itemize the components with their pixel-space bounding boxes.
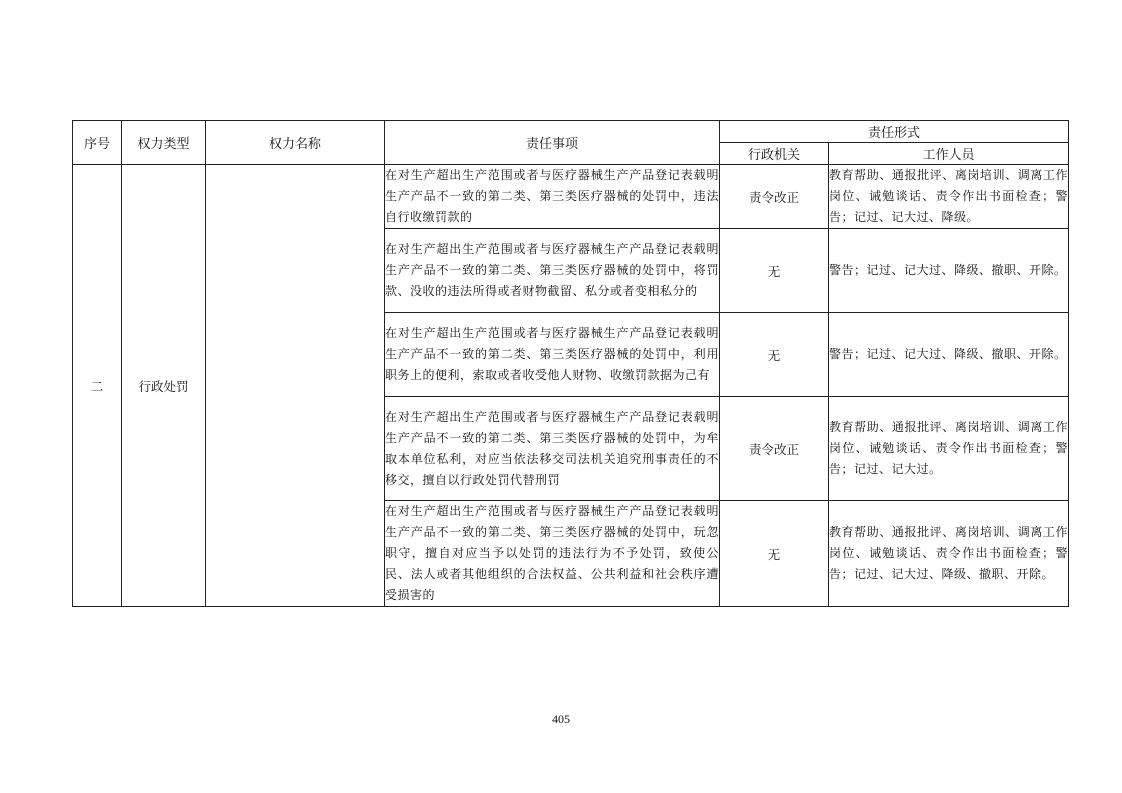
staff-cell: 教育帮助、通报批评、离岗培训、调离工作岗位、诫勉谈话、责令作出书面检查；警告；记过、记大过、降级。 [829,165,1069,229]
matter-cell: 在对生产超出生产范围或者与医疗器械生产产品登记表载明生产产品不一致的第二类、第三类医疗器械的处罚中，玩忽职守，擅自对应当予以处罚的违法行为不予处罚，致使公民、法人或者其他组织的合法权益、公共利益和社会秩序遭受损害的 [385,501,720,607]
power-type-cell: 行政处罚 [122,165,206,607]
agency-cell: 责令改正 [720,397,829,501]
agency-cell: 无 [720,313,829,397]
matter-cell: 在对生产超出生产范围或者与医疗器械生产产品登记表载明生产产品不一致的第二类、第三类医疗器械的处罚中，为牟取本单位私利，对应当依法移交司法机关追究刑事责任的不移交，擅自以行政处罚代替刑罚 [385,397,720,501]
agency-cell: 无 [720,501,829,607]
matter-cell: 在对生产超出生产范围或者与医疗器械生产产品登记表载明生产产品不一致的第二类、第三类医疗器械的处罚中，利用职务上的便利，索取或者收受他人财物、收缴罚款据为己有 [385,313,720,397]
responsibility-table [72,120,1069,607]
header-power-name: 权力名称 [206,121,385,165]
header-power-type: 权力类型 [122,121,206,165]
agency-cell: 责令改正 [720,165,829,229]
table-row [73,165,1069,229]
staff-cell: 教育帮助、通报批评、离岗培训、调离工作岗位、诫勉谈话、责令作出书面检查；警告；记过、记大过、降级、撤职、开除。 [829,501,1069,607]
seq-cell: 二 [73,165,122,607]
power-name-cell [206,165,385,607]
staff-cell: 教育帮助、通报批评、离岗培训、调离工作岗位、诫勉谈话、责令作出书面检查；警告；记过、记大过。 [829,397,1069,501]
header-staff: 工作人员 [829,143,1069,165]
staff-cell: 警告；记过、记大过、降级、撤职、开除。 [829,229,1069,313]
header-agency: 行政机关 [720,143,829,165]
matter-cell: 在对生产超出生产范围或者与医疗器械生产产品登记表载明生产产品不一致的第二类、第三类医疗器械的处罚中，违法自行收缴罚款的 [385,165,720,229]
matter-cell: 在对生产超出生产范围或者与医疗器械生产产品登记表载明生产产品不一致的第二类、第三类医疗器械的处罚中，将罚款、没收的违法所得或者财物截留、私分或者变相私分的 [385,229,720,313]
header-matter: 责任事项 [385,121,720,165]
staff-cell: 警告；记过、记大过、降级、撤职、开除。 [829,313,1069,397]
header-seq: 序号 [73,121,122,165]
agency-cell: 无 [720,229,829,313]
header-row-1 [73,121,1069,143]
header-form: 责任形式 [720,121,1069,143]
page-number: 405 [552,712,570,726]
